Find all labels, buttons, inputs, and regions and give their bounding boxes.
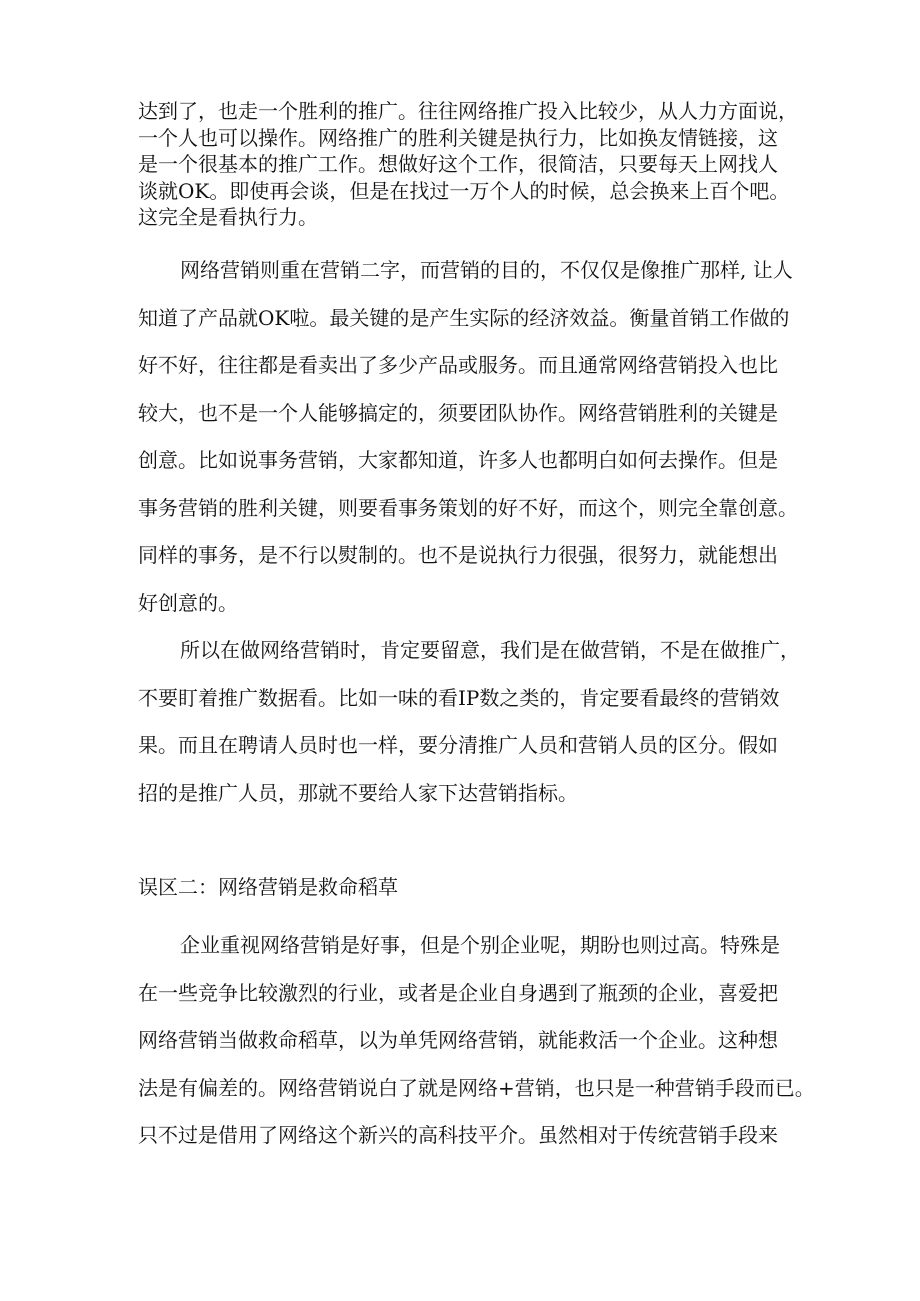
paragraph-2 (138, 247, 798, 627)
text-line: 达到了，也走一个胜利的推广。往往网络推广投入比较少，从人力方面说， (138, 99, 798, 123)
paragraph-5 (138, 922, 815, 1160)
text-line: 事务营销的胜利关键，则要看事务策划的好不好，而这个，则完全靠创意。 (138, 495, 798, 520)
text-line: 谈就OK。即使再会谈，但是在找过一万个人的时候，总会换来上百个吧。 (138, 178, 790, 203)
text-line: 在一些竞争比较激烈的行业，或者是企业自身遇到了瓶颈的企业，喜爱把 (138, 980, 778, 1005)
text-line: 所以在做网络营销时，肯定要留意，我们是在做营销，不是在做推广， (180, 638, 800, 662)
text-line: 好不好，往往都是看卖出了多少产品或服务。而且通常网络营销投入也比 (138, 353, 778, 377)
text-line: 网络营销当做救命稻草，以为单凭网络营销，就能救活一个企业。这种想 (138, 1028, 778, 1052)
text-line: 知道了产品就OK啦。最关键的是产生实际的经济效益。衡量首销工作做的 (138, 305, 790, 330)
paragraph-1 (138, 98, 798, 231)
text-line: 不要盯着推广数据看。比如一味的看IP数之类的，肯定要看最终的营销效 (138, 685, 780, 710)
paragraph-3 (138, 627, 798, 817)
text-line: 是一个很基本的推广工作。想做好这个工作，很简洁，只要每天上网找人 (138, 152, 778, 176)
text-line: 较大，也不是一个人能够搞定的，须要团队协作。网络营销胜利的关键是 (138, 400, 778, 425)
text-line: 企业重视网络营销是好事，但是个别企业呢，期盼也则过高。特殊是 (180, 933, 780, 957)
text-line: 创意。比如说事务营销，大家都知道，许多人也都明白如何去操作。但是 (138, 448, 778, 472)
text-line: 网络营销则重在营销二字，而营销的目的，不仅仅是像推广那样, 让人 (180, 258, 793, 282)
text-line: 一个人也可以操作。网络推广的胜利关键是执行力，比如换友情链接，这 (138, 125, 778, 150)
text-line: 好创意的。 (138, 590, 238, 615)
text-line: 同样的事务，是不行以熨制的。也不是说执行力很强，很努力，就能想出 (138, 543, 778, 567)
text-line: 这完全是看执行力。 (138, 205, 318, 229)
text-line: 果。而且在聘请人员时也一样，要分清推广人员和营销人员的区分。假如 (138, 733, 778, 757)
text-line: 法是有偏差的。网络营销说白了就是网络+营销，也只是一种营销手段而已。 (138, 1075, 815, 1100)
text-line: 招的是推广人员，那就不要给人家下达营销指标。 (138, 780, 578, 805)
section-heading: 误区二：网络营销是救命稻草 (138, 875, 398, 899)
text-line: 只不过是借用了网络这个新兴的高科技平介。虽然相对于传统营销手段来 (138, 1123, 778, 1147)
